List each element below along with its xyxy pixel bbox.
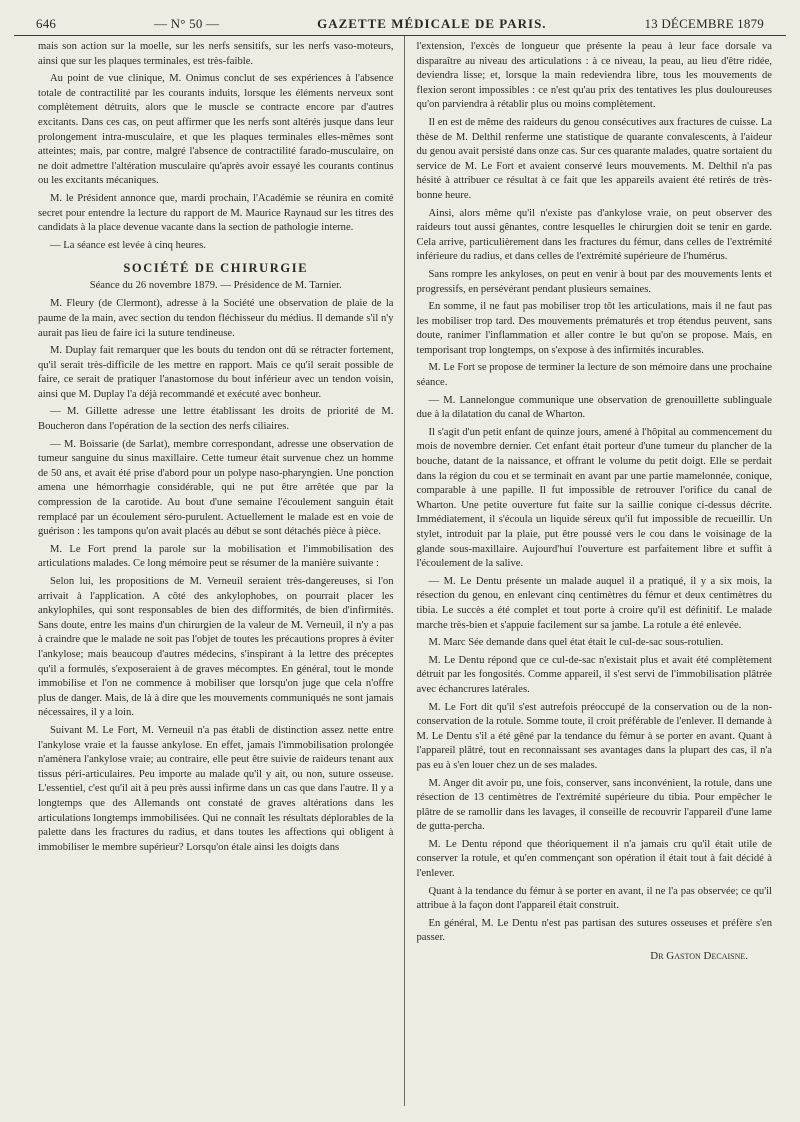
page-number: 646 <box>36 16 57 31</box>
paragraph: — M. Gillette adresse une lettre établissant les droits de priorité de M. Boucheron dans l'opération de la section des nerfs ciliaires. <box>38 406 394 433</box>
paragraph: Au point de vue clinique, M. Onimus conclut de ses expériences à l'absence totale de contractilité par les courants induits, lorsque les éléments nerveux sont complètement détruits, alors que le muscle se contracte encore par d'autres excitants. Dans ces cas, on peut affirmer que les nerfs sont altérés jusque dans leur prolongement intra-musculaire, et que les plaques terminales elles-mêmes sont atteintes; mais, par contre, malgré l'absence de contractilité farado-musculaire, on ne doit admettre l'altération musculaire qu'après avoir essayé les courants continus ou les excitants mécaniques. <box>38 73 394 187</box>
paragraph: Ainsi, alors même qu'il n'existe pas d'ankylose vraie, on peut observer des raideurs tout aussi gênantes, contre lesquelles le chirurgien doit se tenir en garde. Cela arrive, particulièrement dans les fractures du fémur, dans celles de l'extrémité inférieure du radius, et dans celles de l'extrémité supérieure de l'humérus. <box>416 207 772 263</box>
paragraph: M. le Président annonce que, mardi prochain, l'Académie se réunira en comité secret pour entendre la lecture du rapport de M. Maurice Raynaud sur les titres des candidats à la place devenue vacante dans la section de pathologie interne. <box>38 192 394 234</box>
paragraph: mais son action sur la moelle, sur les nerfs sensitifs, sur les nerfs vaso-moteurs, ainsi que sur les plaques terminales, est très-faible. <box>38 41 394 67</box>
paragraph: M. Marc Sée demande dans quel état était le cul-de-sac sous-rotulien. <box>428 637 724 649</box>
journal-title: GAZETTE MÉDICALE DE PARIS. <box>317 16 547 31</box>
paragraph: — M. Le Dentu présente un malade auquel il a pratiqué, il y a six mois, la résection du genou, en enlevant cinq centimètres du fémur et deux centimètres du tibia. Le succès a été complet et tout porte à croire qu'il est définitif. Le malade marche très-bien et s'appuie facilement sur sa jambe. La rotule a été enlevée. <box>416 575 772 631</box>
paragraph: Sans rompre les ankyloses, on peut en venir à bout par des mouvements lents et progressifs, en persévérant pendant plusieurs semaines. <box>416 268 772 295</box>
paragraph: M. Le Fort se propose de terminer la lecture de son mémoire dans une prochaine séance. <box>416 362 772 389</box>
paragraph: — M. Boissarie (de Sarlat), membre correspondant, adresse une observation de tumeur sanguine du sinus maxillaire. Cette tumeur était survenue chez un homme de 50 ans, et avait été prise d'abord pour un polype naso-pharyngien. Une ponction amena une hémorrhagie considérable, qui ne put être arrêtée que par la compression de la carotide. Au bout d'une semaine l'écoulement sanguin était remplacé par un écoulement séro-purulent. Actuellement le malade est en voie de guérison : les tampons qu'on avait placés au début se sont détachés pièce à pièce. <box>38 438 394 538</box>
paragraph: En général, M. Le Dentu n'est pas partisan des sutures osseuses et préfère s'en passer. <box>416 917 772 944</box>
paragraph: Selon lui, les propositions de M. Verneuil seraient très-dangereuses, si l'on arrivait à l'application. A côté des ankylophobes, on pourrait placer les ankylophiles, qui sont responsables de bien des difformités, de bien d'infirmités. Sans doute, entre les mains d'un chirurgien de la valeur de M. Verneuil, il n'y a pas à craindre que le malade ne soit pas l'objet de toutes les précautions propres à éviter l'ankylose; mais beaucoup d'autres médecins, s'inspirant à la lettre des préceptes qu'il a formulés, s'exposeraient à de graves mécomptes. En général, tout le monde immobilise et l'on ne commence à mobiliser que lorsqu'on juge que cela n'offre plus de danger. Mais, de là à dire que les mouvements communiqués ne sont jamais nécessaires, il y a loin. <box>38 576 394 719</box>
society-heading: SOCIÉTÉ DE CHIRURGIE <box>123 261 309 276</box>
paragraph: En somme, il ne faut pas mobiliser trop tôt les articulations, mais il ne faut pas les mobiliser trop tard. Des mouvements prématurés et trop étendus peuvent, sans doute, ranimer l'inflammation et aller contre le but qu'on se propose. Mais, en temporisant trop longtemps, on s'expose à des infirmités incurables. <box>416 301 772 356</box>
right-column <box>405 36 787 1106</box>
issue-date: 13 DÉCEMBRE 1879 <box>644 16 764 31</box>
issue-number: — N° 50 — <box>154 16 220 31</box>
author-signature: Dr Gaston Decaisne. <box>650 950 748 963</box>
paragraph: M. Fleury (de Clermont), adresse à la Société une observation de plaie de la paume de la main, avec section du tendon fléchisseur du médius. Il demande s'il n'y aurait pas lieu de faire ici la suture tendineuse. <box>38 298 394 339</box>
paragraph: M. Le Dentu répond que théoriquement il n'a jamais cru qu'il était utile de conserver la rotule, et qu'en commençant son opération il était tout à fait décidé à l'enlever. <box>416 838 772 880</box>
article-columns <box>14 36 786 1106</box>
paragraph: M. Le Dentu répond que ce cul-de-sac n'existait plus et avait été complètement détruit par les fongosités. Comme appareil, il s'est servi de l'immobilisation plâtrée avec échancrures latérales. <box>416 654 772 695</box>
paragraph: M. Anger dit avoir pu, une fois, conserver, sans inconvénient, la rotule, dans une résection de 13 centimètres de l'extrémité supérieure du tibia. Pour empêcher le plâtre de se ramollir dans les lavages, il conseille de recouvrir l'appareil d'une lame de gutta-percha. <box>416 777 772 833</box>
paragraph: M. Duplay fait remarquer que les bouts du tendon ont dû se rétracter fortement, qu'il serait très-difficile de les mettre en rapport. Mais ce qu'il serait possible de faire, ce serait de pratiquer l'anastomose du bout inférieur avec un tendon voisin, ainsi que M. Duplay l'a déjà recommandé et exécuté avec bonheur. <box>38 345 394 400</box>
paragraph: — M. Lannelongue communique une observation de grenouillette sublinguale due à la dilatation du canal de Wharton. <box>416 394 772 421</box>
paragraph: Quant à la tendance du fémur à se porter en avant, il ne l'a pas observée; ce qu'il attribue à la façon dont l'appareil était construit. <box>416 885 772 912</box>
paragraph: Il s'agit d'un petit enfant de quinze jours, amené à l'hôpital au commencement du mois de novembre dernier. Cet enfant était porteur d'une tumeur du plancher de la bouche, datant de la naissance, et offrant le volume du petit doigt. Elle se perdait dans la région du cou et se terminait en avant par une partie mamelonnée, conique, comparable à une papille. Il fut impossible de retrouver l'orifice du canal de Wharton. Une petite ouverture fut faite sur la saillie conique ci-dessus décrite. Immédiatement, il s'écoula un liquide séreux qu'il fut impossible de recueillir. Un stylet, introduit par la plaie, put être poussé vers le cou dans le voisinage de la glande sous-maxillaire. Aujourd'hui l'ouverture est parfaitement libre et suffit à l'écoulement de la salive. <box>416 426 772 570</box>
paragraph: — La séance est levée à cinq heures. <box>50 239 206 251</box>
paragraph: l'extension, l'excès de longueur que présente la peau à leur face dorsale va disparaître au niveau des articulations : à ce niveau, la peau, au lieu d'être ridée, deviendra lisse; et, lorsque la main redeviendra libre, tous les mouvements de flexion seront impossibles : ce n'est qu'au prix des tentatives les plus douloureuses qu'on parviendra à rétablir plus ou moins complètement. <box>416 41 772 111</box>
paragraph: Il en est de même des raideurs du genou consécutives aux fractures de cuisse. La thèse de M. Delthil renferme une statistique de quarante convalescents, à l'aideur du genou avait persisté dans onze cas. Sur ces quarante malades, quatre sortaient du service de M. Le Fort et avaient conservé leurs mouvements. M. Delthil n'a pas hésité à attribuer ce résultat à ce fait que les appareils avaient été retirés de très-bonne heure. <box>416 116 772 201</box>
left-column <box>14 36 405 1106</box>
page-header <box>14 8 786 36</box>
paragraph: M. Le Fort prend la parole sur la mobilisation et l'immobilisation des articulations malades. Ce long mémoire peut se résumer de la manière suivante : <box>38 543 394 570</box>
paragraph: M. Le Fort dit qu'il s'est autrefois préoccupé de la conservation ou de la non-conservation de la rotule. Somme toute, il croit préférable de l'enlever. Il demande à M. Le Dentu s'il a été gêné par la tendance du fémur à se porter en avant. Quant à l'appareil plâtré, tout en reconnaissant ses avantages dans la plupart des cas, il n'a pas eu à s'en louer chez un de ses malades. <box>416 701 772 771</box>
paragraph: Suivant M. Le Fort, M. Verneuil n'a pas établi de distinction assez nette entre l'ankylose vraie et la fausse ankylose. En effet, jamais l'immobilisation prolongée n'amènera l'ankylose vraie; au contraire, elle peut être suivie de raideurs tenant aux tissus péri-articulaires. Peu importe au malade qu'il y ait, ou non, suture osseuse. L'essentiel, c'est qu'il ait à peu près aussi infirme dans un cas que dans l'autre. Il y a longtemps que des Allemands ont constaté de graves altérations dans les articulations longtemps immobilisées. Qui ne connaît les résultats déplorables de la palette dans les fractures du radius, et dans toutes les affections qui obligent à immobiliser le membre supérieur? Lorsqu'on étale ainsi les doigts dans <box>38 724 394 853</box>
session-line: Séance du 26 novembre 1879. — Présidence de M. Tarnier. <box>89 280 342 292</box>
